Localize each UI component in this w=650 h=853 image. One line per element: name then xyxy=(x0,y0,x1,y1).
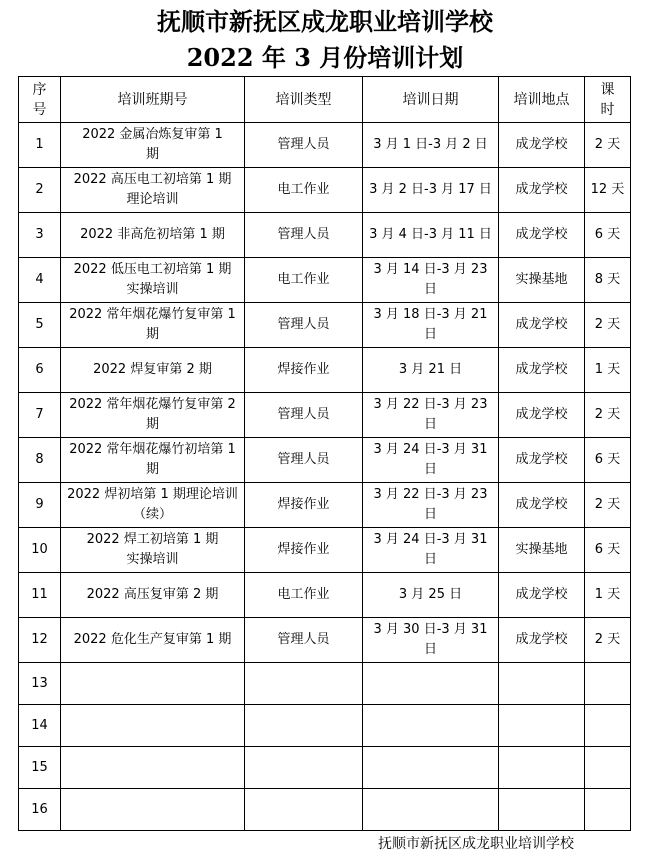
cell-index: 3 xyxy=(19,213,61,258)
cell-training-date: 3 月 22 日-3 月 23 日 xyxy=(363,483,499,528)
header-location: 培训地点 xyxy=(499,77,585,123)
cell-location: 成龙学校 xyxy=(499,573,585,618)
cell-class-name: 2022 低压电工初培第 1 期 实操培训 xyxy=(61,258,245,303)
table-row xyxy=(19,705,631,747)
cell-training-date: 3 月 21 日 xyxy=(363,348,499,393)
table-row xyxy=(19,663,631,705)
cell-index: 11 xyxy=(19,573,61,618)
cell-location: 成龙学校 xyxy=(499,168,585,213)
cell-class-name: 2022 危化生产复审第 1 期 xyxy=(61,618,245,663)
cell-location: 成龙学校 xyxy=(499,213,585,258)
cell-class-name xyxy=(61,747,245,789)
cell-location xyxy=(499,747,585,789)
cell-training-type xyxy=(245,705,363,747)
cell-duration xyxy=(585,663,631,705)
cell-location: 实操基地 xyxy=(499,528,585,573)
table-row xyxy=(19,573,631,618)
cell-index: 15 xyxy=(19,747,61,789)
cell-class-name xyxy=(61,705,245,747)
cell-training-type: 电工作业 xyxy=(245,258,363,303)
cell-index: 2 xyxy=(19,168,61,213)
cell-location: 成龙学校 xyxy=(499,123,585,168)
table-row xyxy=(19,258,631,303)
table-row xyxy=(19,618,631,663)
cell-training-type xyxy=(245,663,363,705)
cell-duration xyxy=(585,789,631,831)
cell-training-date: 3 月 22 日-3 月 23 日 xyxy=(363,393,499,438)
cell-index: 13 xyxy=(19,663,61,705)
cell-training-type: 电工作业 xyxy=(245,168,363,213)
cell-training-date xyxy=(363,747,499,789)
cell-duration xyxy=(585,705,631,747)
header-class-name: 培训班期号 xyxy=(61,77,245,123)
cell-training-date: 3 月 1 日-3 月 2 日 xyxy=(363,123,499,168)
cell-class-name xyxy=(61,663,245,705)
cell-location: 成龙学校 xyxy=(499,393,585,438)
cell-index: 10 xyxy=(19,528,61,573)
cell-location: 成龙学校 xyxy=(499,618,585,663)
cell-duration: 8 天 xyxy=(585,258,631,303)
table-row xyxy=(19,393,631,438)
cell-training-date xyxy=(363,663,499,705)
table-row xyxy=(19,789,631,831)
cell-duration: 2 天 xyxy=(585,483,631,528)
cell-location: 成龙学校 xyxy=(499,483,585,528)
cell-training-date xyxy=(363,705,499,747)
cell-class-name: 2022 非高危初培第 1 期 xyxy=(61,213,245,258)
document-subtitle: 2022 年 3 月份培训计划 xyxy=(186,43,464,72)
cell-duration: 2 天 xyxy=(585,393,631,438)
cell-location: 实操基地 xyxy=(499,258,585,303)
header-duration: 课 时 xyxy=(585,77,631,123)
cell-training-type: 管理人员 xyxy=(245,123,363,168)
table-row xyxy=(19,528,631,573)
table-row xyxy=(19,123,631,168)
cell-duration xyxy=(585,747,631,789)
cell-location xyxy=(499,663,585,705)
cell-class-name: 2022 焊工初培第 1 期 实操培训 xyxy=(61,528,245,573)
cell-training-type: 管理人员 xyxy=(245,303,363,348)
table-row xyxy=(19,168,631,213)
footer-school-name: 抚顺市新抚区成龙职业培训学校 xyxy=(378,836,574,852)
table-row xyxy=(19,303,631,348)
cell-class-name: 2022 高压复审第 2 期 xyxy=(61,573,245,618)
cell-index: 12 xyxy=(19,618,61,663)
cell-index: 6 xyxy=(19,348,61,393)
cell-training-date xyxy=(363,789,499,831)
cell-index: 7 xyxy=(19,393,61,438)
table-row xyxy=(19,348,631,393)
cell-index: 1 xyxy=(19,123,61,168)
cell-training-type: 焊接作业 xyxy=(245,483,363,528)
header-training-date: 培训日期 xyxy=(363,77,499,123)
cell-location xyxy=(499,705,585,747)
cell-location: 成龙学校 xyxy=(499,303,585,348)
cell-duration: 2 天 xyxy=(585,303,631,348)
cell-class-name: 2022 金属冶炼复审第 1 期 xyxy=(61,123,245,168)
cell-training-type: 焊接作业 xyxy=(245,528,363,573)
cell-index: 4 xyxy=(19,258,61,303)
cell-training-type xyxy=(245,789,363,831)
cell-class-name: 2022 常年烟花爆竹复审第 2 期 xyxy=(61,393,245,438)
header-training-type: 培训类型 xyxy=(245,77,363,123)
cell-class-name: 2022 高压电工初培第 1 期 理论培训 xyxy=(61,168,245,213)
cell-training-type: 电工作业 xyxy=(245,573,363,618)
cell-training-date: 3 月 2 日-3 月 17 日 xyxy=(363,168,499,213)
cell-training-type: 管理人员 xyxy=(245,618,363,663)
cell-location xyxy=(499,789,585,831)
cell-duration: 6 天 xyxy=(585,438,631,483)
cell-index: 14 xyxy=(19,705,61,747)
cell-index: 5 xyxy=(19,303,61,348)
cell-class-name: 2022 焊初培第 1 期理论培训 （续） xyxy=(61,483,245,528)
cell-duration: 2 天 xyxy=(585,618,631,663)
cell-index: 9 xyxy=(19,483,61,528)
cell-class-name xyxy=(61,789,245,831)
cell-training-type: 管理人员 xyxy=(245,438,363,483)
table-row xyxy=(19,438,631,483)
table-row xyxy=(19,213,631,258)
cell-training-date: 3 月 24 日-3 月 31 日 xyxy=(363,528,499,573)
cell-training-type: 焊接作业 xyxy=(245,348,363,393)
cell-class-name: 2022 常年烟花爆竹复审第 1 期 xyxy=(61,303,245,348)
header-index: 序 号 xyxy=(19,77,61,123)
cell-duration: 12 天 xyxy=(585,168,631,213)
cell-training-date: 3 月 24 日-3 月 31 日 xyxy=(363,438,499,483)
cell-training-type: 管理人员 xyxy=(245,213,363,258)
table-row xyxy=(19,483,631,528)
cell-duration: 1 天 xyxy=(585,573,631,618)
cell-training-date: 3 月 25 日 xyxy=(363,573,499,618)
cell-training-type: 管理人员 xyxy=(245,393,363,438)
cell-location: 成龙学校 xyxy=(499,438,585,483)
training-plan-table xyxy=(18,76,631,831)
cell-training-type xyxy=(245,747,363,789)
cell-class-name: 2022 常年烟花爆竹初培第 1 期 xyxy=(61,438,245,483)
cell-training-date: 3 月 30 日-3 月 31 日 xyxy=(363,618,499,663)
cell-duration: 2 天 xyxy=(585,123,631,168)
table-header-row xyxy=(19,77,631,123)
cell-training-date: 3 月 14 日-3 月 23 日 xyxy=(363,258,499,303)
document-title: 抚顺市新抚区成龙职业培训学校 xyxy=(157,7,493,36)
cell-index: 8 xyxy=(19,438,61,483)
cell-index: 16 xyxy=(19,789,61,831)
cell-duration: 1 天 xyxy=(585,348,631,393)
cell-training-date: 3 月 4 日-3 月 11 日 xyxy=(363,213,499,258)
cell-training-date: 3 月 18 日-3 月 21 日 xyxy=(363,303,499,348)
cell-class-name: 2022 焊复审第 2 期 xyxy=(61,348,245,393)
table-row xyxy=(19,747,631,789)
cell-location: 成龙学校 xyxy=(499,348,585,393)
cell-duration: 6 天 xyxy=(585,528,631,573)
cell-duration: 6 天 xyxy=(585,213,631,258)
